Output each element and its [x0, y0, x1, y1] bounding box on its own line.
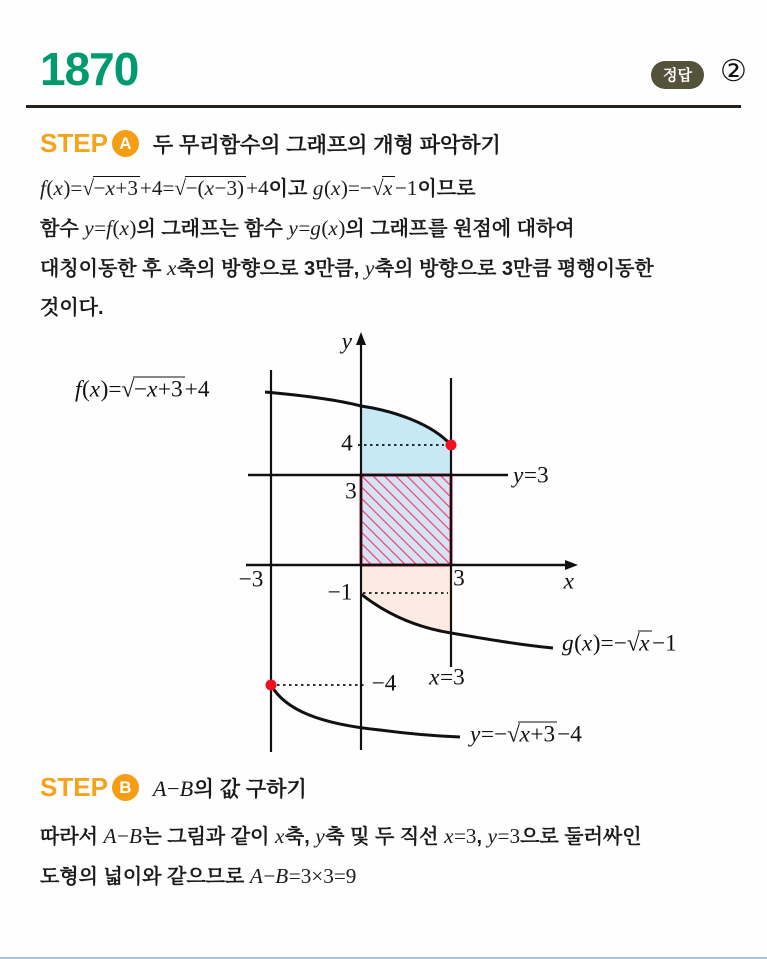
y-axis-label: y [341, 328, 353, 355]
line-x3-label: x=3 [429, 664, 465, 691]
hatched-rectangle [361, 475, 451, 565]
x-axis-label: x [563, 568, 575, 595]
point-neg3-neg4 [266, 680, 277, 691]
answer-badge: 정답 [651, 61, 704, 89]
curve-f-label: f(x)=√−x+3+4 [75, 376, 210, 403]
region-peach-B [361, 565, 451, 633]
point-3-4 [446, 440, 457, 451]
solution-graph [0, 330, 767, 762]
text-line: 대칭이동한 후 x축의 방향으로 3만큼, y축의 방향으로 3만큼 평행이동한 [40, 256, 654, 280]
step-a-body [40, 168, 740, 328]
text-line: 것이다. [40, 297, 104, 319]
line-y3-label: y=3 [513, 462, 549, 489]
curve-translated [271, 685, 460, 737]
tick-neg3-label: −3 [238, 566, 264, 593]
text-line: 도형의 넓이와 같으므로 A−B=3×3=9 [40, 864, 357, 888]
tick-neg1-label: −1 [327, 579, 353, 606]
tick-4-label: 4 [341, 430, 353, 457]
text-line: f(x)=√−x+3+4=√−(x−3)+4이고 g(x)=−√x−1이므로 [40, 176, 476, 200]
step-a-badge-icon: A [112, 130, 139, 157]
header-divider [26, 105, 741, 108]
step-b-body [40, 816, 740, 896]
tick-3-y-label: 3 [345, 478, 357, 505]
step-b-title: A−B의 값 구하기 [152, 775, 307, 801]
y-axis-arrow-icon [356, 332, 366, 345]
text-line: 함수 y=f(x)의 그래프는 함수 y=g(x)의 그래프를 원점에 대하여 [40, 216, 575, 240]
text-line: 따라서 A−B는 그림과 같이 x축, y축 및 두 직선 x=3, y=3으로 둘러싸인 [40, 824, 642, 848]
step-a-header [40, 128, 501, 159]
tick-neg4-label: −4 [371, 670, 397, 697]
step-b-header [40, 772, 307, 803]
step-a-title: 두 무리함수의 그래프의 개형 파악하기 [152, 133, 501, 157]
step-a-label: STEP [40, 128, 108, 158]
problem-number: 1870 [40, 43, 139, 95]
tick-3-x-label: 3 [453, 565, 465, 592]
step-b-badge-icon: B [112, 774, 139, 801]
answer-choice: ② [720, 55, 747, 88]
curve-g-label: g(x)=−√x−1 [562, 630, 677, 657]
step-b-label: STEP [40, 772, 108, 802]
curve-translated-label: y=−√x+3−4 [470, 721, 582, 748]
